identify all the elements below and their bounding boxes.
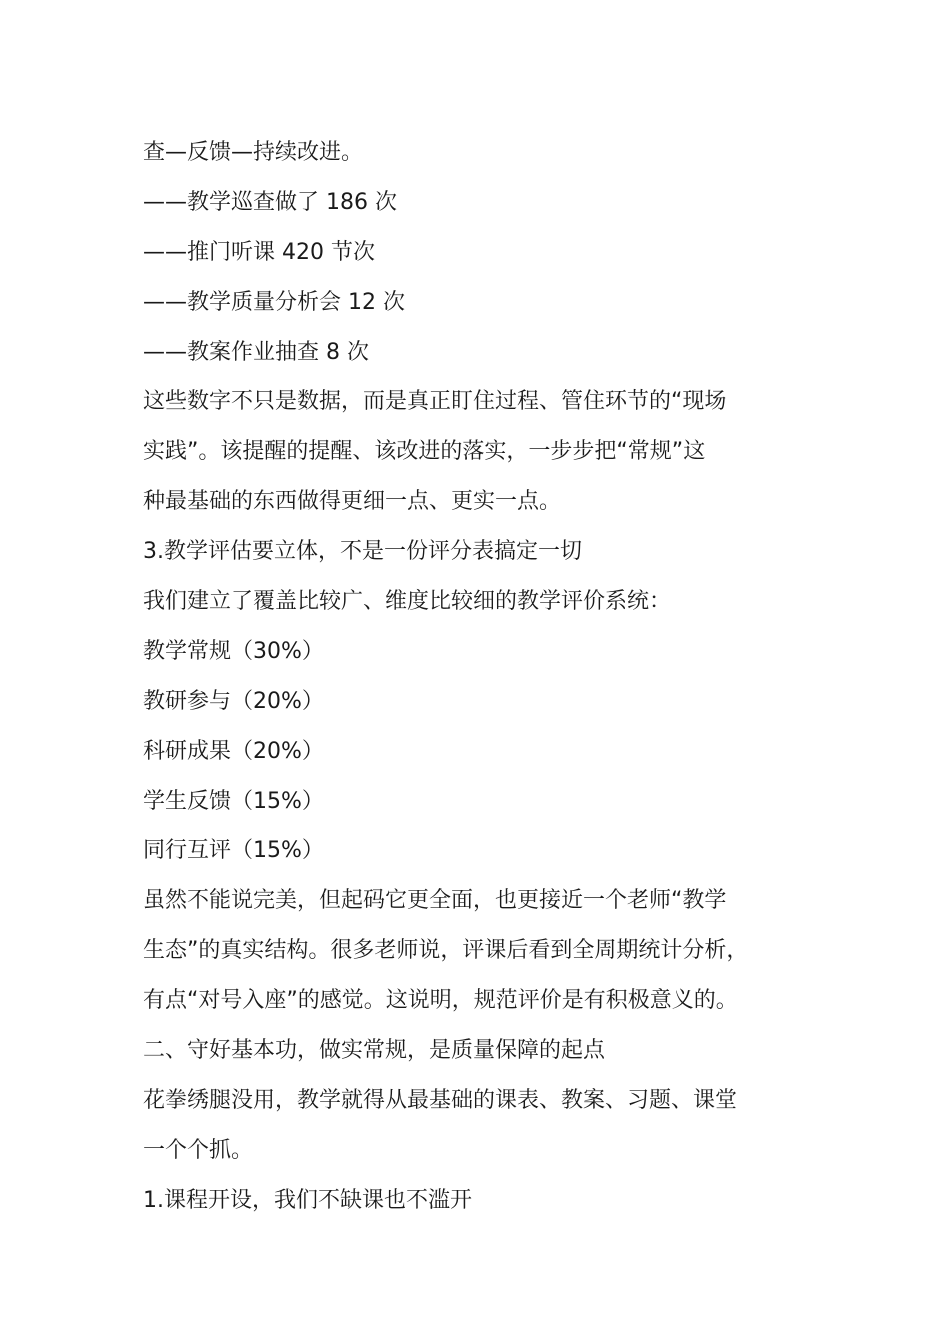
- section-heading: 3.教学评估要立体，不是一份评分表搞定一切: [143, 539, 582, 565]
- list-item: ——教案作业抽查 8 次: [143, 339, 369, 365]
- paragraph-line: 生态”的真实结构。很多老师说，评课后看到全周期统计分析，: [143, 938, 749, 964]
- list-item: 同行互评（15%）: [143, 838, 324, 864]
- paragraph-line: 这些数字不只是数据，而是真正盯住过程、管住环节的“现场: [143, 389, 727, 415]
- paragraph-line: 种最基础的东西做得更细一点、更实一点。: [143, 489, 562, 515]
- list-item: ——推门听课 420 节次: [143, 239, 375, 265]
- list-item: ——教学质量分析会 12 次: [143, 289, 405, 315]
- paragraph-line: 虽然不能说完美，但起码它更全面，也更接近一个老师“教学: [143, 888, 727, 914]
- list-item: 学生反馈（15%）: [143, 788, 324, 814]
- list-item: 教学常规（30%）: [143, 638, 324, 664]
- document-body: [143, 128, 843, 1226]
- list-item: 教研参与（20%）: [143, 688, 324, 714]
- paragraph-line: 我们建立了覆盖比较广、维度比较细的教学评价系统：: [143, 589, 672, 615]
- paragraph-line: 有点“对号入座”的感觉。这说明，规范评价是有积极意义的。: [143, 988, 738, 1014]
- paragraph-line: 实践”。该提醒的提醒、该改进的落实，一步步把“常规”这: [143, 439, 706, 465]
- section-heading: 二、守好基本功，做实常规，是质量保障的起点: [143, 1038, 606, 1064]
- section-heading: 1.课程开设，我们不缺课也不滥开: [143, 1187, 472, 1213]
- paragraph-line: 查—反馈—持续改进。: [143, 140, 364, 165]
- list-item: 科研成果（20%）: [143, 738, 324, 764]
- list-item: ——教学巡查做了 186 次: [143, 189, 397, 215]
- paragraph-line: 花拳绣腿没用，教学就得从最基础的课表、教案、习题、课堂: [143, 1087, 738, 1113]
- paragraph-line: 一个个抓。: [143, 1137, 254, 1163]
